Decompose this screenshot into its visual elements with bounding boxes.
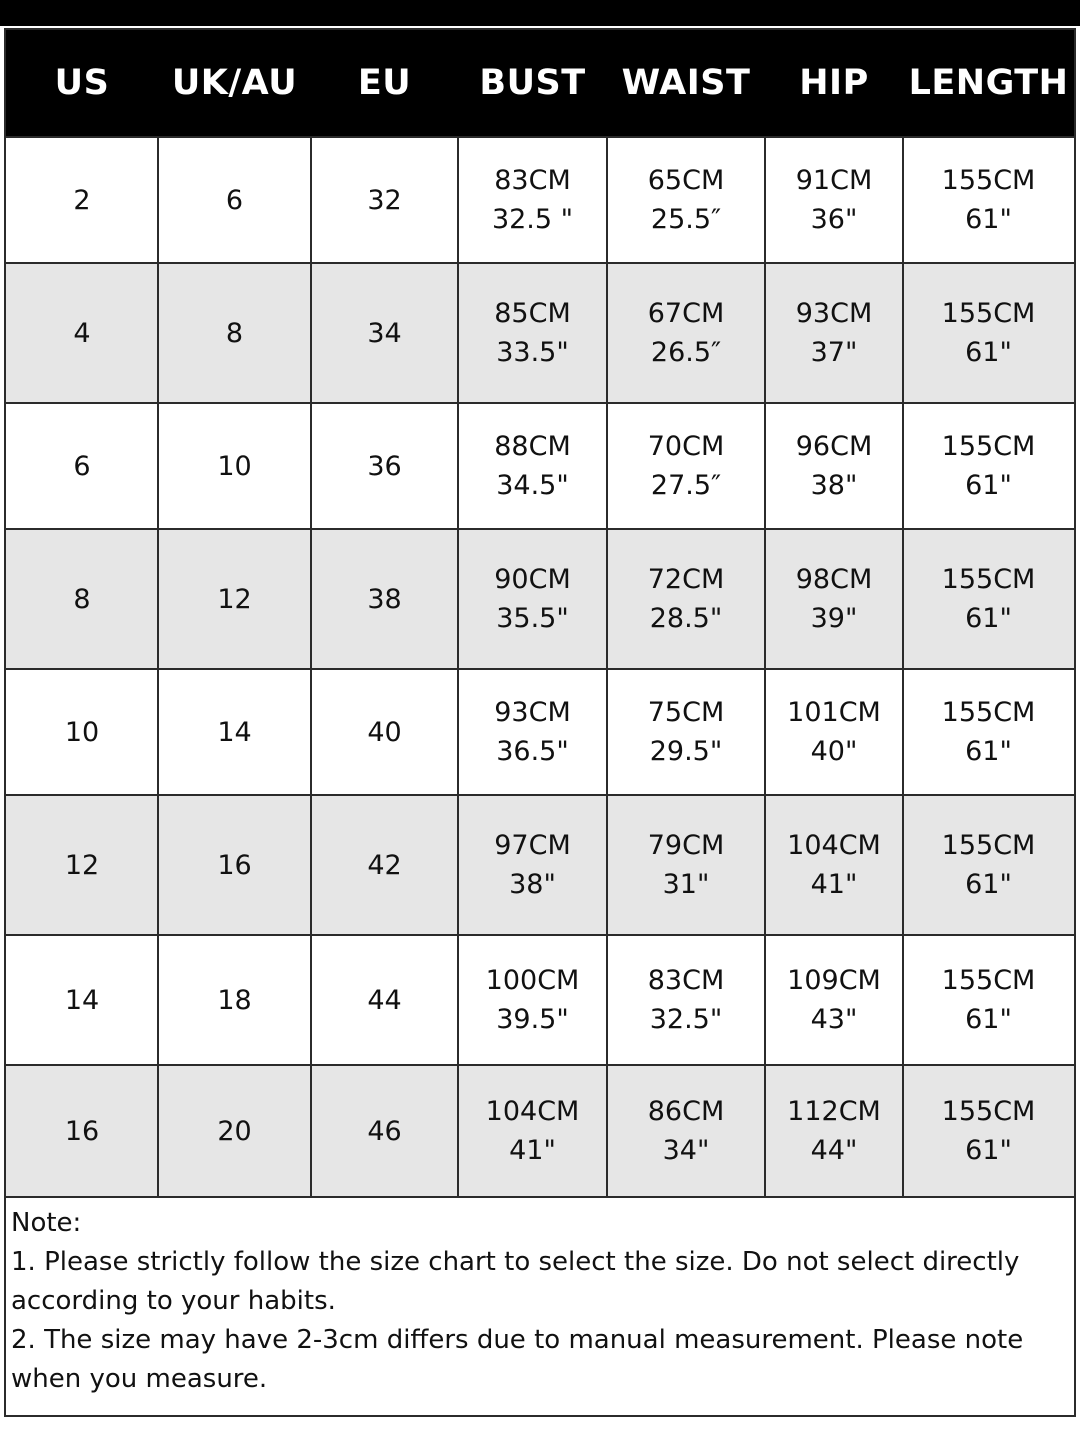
value-inch: 37": [810, 337, 858, 368]
value-cm: 70CM: [647, 431, 725, 462]
cell-uk-au: 14: [217, 716, 252, 748]
value-inch: 25.5″: [650, 204, 722, 235]
value-inch: 36.5": [496, 736, 569, 767]
cell-length: [903, 670, 1074, 794]
table-row: [6, 262, 1074, 402]
value-cm: 72CM: [647, 564, 725, 595]
value-inch: 41": [810, 869, 858, 900]
value-inch: 61": [965, 736, 1012, 767]
value-inch: 43": [810, 1004, 858, 1035]
cell-length: [903, 796, 1074, 934]
cell-eu: 40: [367, 716, 402, 748]
cell-hip: [765, 264, 903, 402]
value-inch: 34": [662, 1135, 710, 1166]
value-inch: 38": [810, 470, 858, 501]
cell-bust: [458, 936, 607, 1064]
value-inch: 61": [965, 869, 1012, 900]
value-cm: 83CM: [647, 965, 725, 996]
cell-waist: [607, 796, 765, 934]
header-bust: BUST: [479, 63, 586, 103]
cell-hip: [765, 530, 903, 668]
value-inch: 32.5": [649, 1004, 723, 1035]
cell-uk-au: 6: [225, 184, 244, 216]
value-cm: 90CM: [494, 564, 571, 595]
cell-bust: [458, 530, 607, 668]
value-cm: 155CM: [941, 697, 1036, 728]
cell-hip: [765, 796, 903, 934]
cell-length: [903, 1066, 1074, 1196]
cell-hip: [765, 1066, 903, 1196]
cell-us: 6: [73, 450, 91, 482]
notes-section: [6, 1196, 1074, 1399]
cell-hip: [765, 670, 903, 794]
cell-eu: 38: [367, 583, 402, 615]
cell-eu: 36: [367, 450, 402, 482]
value-inch: 40": [810, 736, 858, 767]
cell-bust: [458, 1066, 607, 1196]
value-cm: 155CM: [941, 165, 1036, 196]
table-row: [6, 934, 1074, 1064]
value-cm: 109CM: [787, 965, 881, 996]
cell-hip: [765, 936, 903, 1064]
cell-bust: [458, 796, 607, 934]
cell-length: [903, 404, 1074, 528]
header-length: LENGTH: [908, 63, 1069, 103]
cell-uk-au: 18: [217, 984, 252, 1016]
note-line: 2. The size may have 2-3cm differs due to manual measurement. Please note: [11, 1325, 1024, 1355]
top-bar: [0, 0, 1080, 26]
cell-us: 12: [64, 849, 100, 881]
value-cm: 67CM: [647, 298, 725, 329]
value-cm: 96CM: [795, 431, 873, 462]
note-heading: Note:: [11, 1208, 82, 1238]
value-inch: 28.5": [649, 603, 723, 634]
table-row: [6, 668, 1074, 794]
cell-hip: [765, 404, 903, 528]
cell-us: 4: [73, 317, 91, 349]
cell-waist: [607, 670, 765, 794]
table-row: [6, 528, 1074, 668]
table-row: [6, 136, 1074, 262]
value-cm: 91CM: [795, 165, 873, 196]
value-inch: 36": [810, 204, 858, 235]
cell-hip: [765, 138, 903, 262]
value-cm: 93CM: [795, 298, 873, 329]
cell-eu: 44: [367, 984, 402, 1016]
value-inch: 26.5″: [650, 337, 722, 368]
value-cm: 79CM: [647, 830, 725, 861]
value-inch: 39.5": [496, 1004, 569, 1035]
value-inch: 39": [810, 603, 858, 634]
note-line: according to your habits.: [11, 1286, 336, 1316]
cell-uk-au: 12: [217, 583, 252, 615]
value-inch: 34.5": [496, 470, 569, 501]
cell-us: 16: [64, 1115, 100, 1147]
value-cm: 155CM: [941, 1096, 1036, 1127]
column-divider: [606, 136, 608, 1196]
value-inch: 61": [965, 1004, 1012, 1035]
column-divider: [310, 136, 312, 1196]
table-row: [6, 794, 1074, 934]
value-inch: 27.5″: [650, 470, 722, 501]
size-chart: [4, 28, 1076, 1417]
value-inch: 35.5": [496, 603, 569, 634]
cell-length: [903, 936, 1074, 1064]
value-inch: 31": [662, 869, 710, 900]
cell-bust: [458, 404, 607, 528]
value-inch: 61": [965, 603, 1012, 634]
cell-eu: 46: [367, 1115, 402, 1147]
cell-bust: [458, 670, 607, 794]
column-divider: [457, 136, 459, 1196]
cell-us: 8: [73, 583, 91, 615]
header-hip: HIP: [799, 63, 869, 103]
column-divider: [157, 136, 159, 1196]
value-cm: 88CM: [494, 431, 571, 462]
cell-waist: [607, 138, 765, 262]
value-inch: 41": [509, 1135, 556, 1166]
cell-length: [903, 264, 1074, 402]
value-cm: 86CM: [647, 1096, 725, 1127]
value-cm: 155CM: [941, 564, 1036, 595]
cell-waist: [607, 404, 765, 528]
value-cm: 93CM: [494, 697, 571, 728]
value-cm: 112CM: [787, 1096, 881, 1127]
cell-length: [903, 530, 1074, 668]
cell-us: 10: [64, 716, 100, 748]
header-us: US: [54, 63, 110, 103]
column-divider: [902, 136, 904, 1196]
table-row: [6, 1064, 1074, 1196]
header-uk-au: UK/AU: [171, 63, 298, 103]
value-cm: 75CM: [647, 697, 725, 728]
cell-eu: 32: [367, 184, 402, 216]
cell-bust: [458, 138, 607, 262]
cell-waist: [607, 1066, 765, 1196]
value-cm: 155CM: [941, 298, 1036, 329]
cell-uk-au: 20: [217, 1115, 252, 1147]
note-line: 1. Please strictly follow the size chart to select the size. Do not select directly: [11, 1247, 1020, 1277]
value-cm: 155CM: [941, 830, 1036, 861]
value-cm: 155CM: [941, 965, 1036, 996]
cell-eu: 42: [367, 849, 402, 881]
value-cm: 104CM: [485, 1096, 580, 1127]
value-cm: 65CM: [647, 165, 725, 196]
column-divider: [764, 136, 766, 1196]
cell-uk-au: 8: [225, 317, 244, 349]
value-inch: 61": [965, 337, 1012, 368]
value-inch: 44": [810, 1135, 858, 1166]
cell-uk-au: 10: [217, 450, 252, 482]
value-inch: 61": [965, 470, 1012, 501]
value-inch: 61": [965, 204, 1012, 235]
note-line: when you measure.: [11, 1364, 268, 1394]
header-row: [6, 30, 1074, 136]
value-inch: 32.5 ": [491, 204, 574, 235]
cell-waist: [607, 264, 765, 402]
cell-bust: [458, 264, 607, 402]
value-cm: 100CM: [485, 965, 580, 996]
value-cm: 104CM: [787, 830, 881, 861]
cell-eu: 34: [367, 317, 402, 349]
header-eu: EU: [357, 63, 412, 103]
cell-us: 2: [73, 184, 91, 216]
value-inch: 29.5": [649, 736, 723, 767]
value-inch: 38": [509, 869, 556, 900]
value-cm: 155CM: [941, 431, 1036, 462]
value-cm: 83CM: [494, 165, 571, 196]
cell-length: [903, 138, 1074, 262]
header-waist: WAIST: [621, 63, 751, 103]
value-cm: 97CM: [494, 830, 571, 861]
value-cm: 101CM: [787, 697, 881, 728]
cell-uk-au: 16: [217, 849, 252, 881]
value-cm: 85CM: [494, 298, 571, 329]
value-inch: 33.5": [496, 337, 569, 368]
cell-us: 14: [64, 984, 100, 1016]
value-cm: 98CM: [795, 564, 873, 595]
cell-waist: [607, 936, 765, 1064]
cell-waist: [607, 530, 765, 668]
value-inch: 61": [965, 1135, 1012, 1166]
table-row: [6, 402, 1074, 528]
